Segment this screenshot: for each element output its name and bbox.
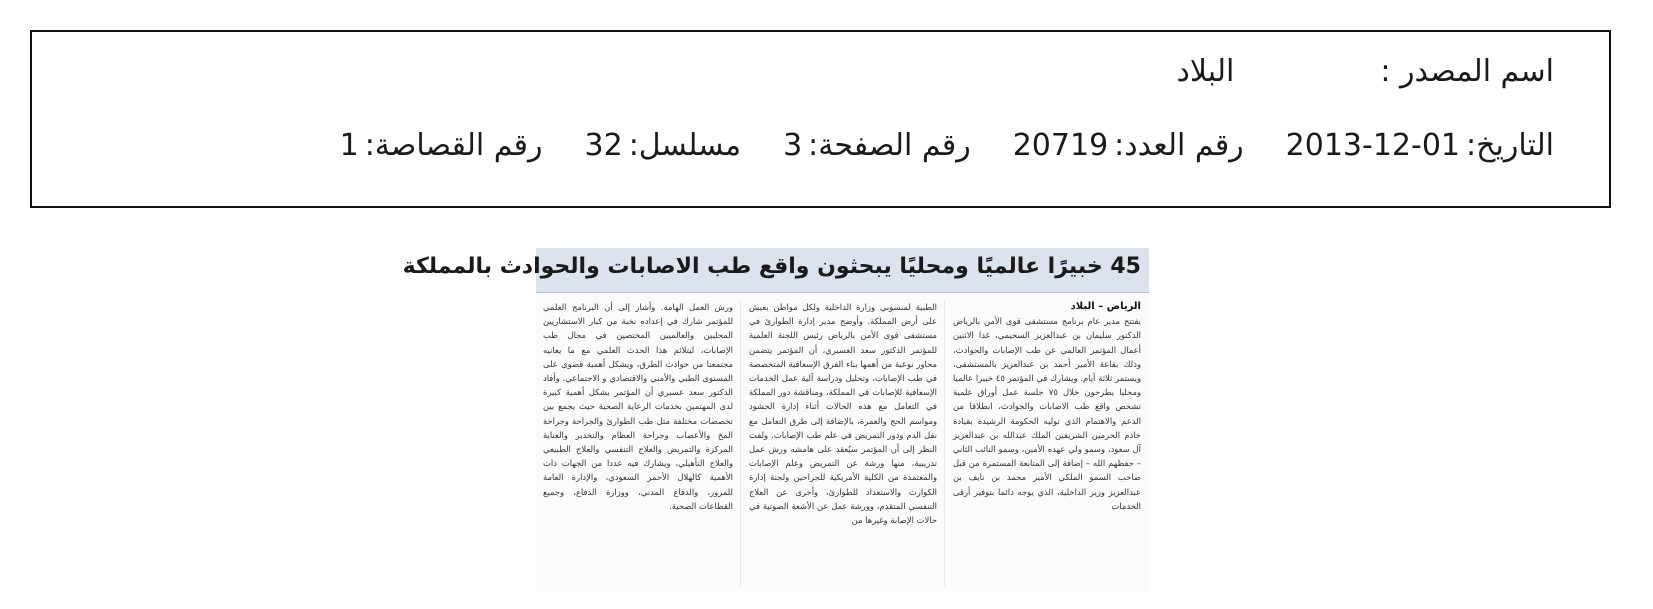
column-2-text: الطبية لمنسوبي وزارة الداخلية ولكل مواطن يعيش على أرض المملكة. وأوضح مدير إدارة الطوارئ في مستشفى قوى الأمن بالرياض رئيس اللجنة العلمية للمؤتمر الدكتور سعد العسيري، أن المؤتمر يتضمن محاور نوعية من أهمها بناء الفرق الإسعافية المتخصصة في طب الإصابات، وتحليل ودراسة آلية عمل الخدمات الإسعافية للإصابات في المملكة، ومناقشة دور المملكة في التعامل مع هذه الحالات أثناء إدارة الحشود ومواسم الحج والعمرة، بالإضافة إلى طرق التعامل مع نقل الدم ودور التمريض في علم طب الإصابات. ولفت النظر إلى أن المؤتمر سيُعقد على هامشه ورش عمل تدريبية، منها ورشة عن التمريض وعلم الإصابات والمعتمدة من الكلية الأمريكية للجراحين ولجنة إدارة الكوارث والاستعداد للطوارئ، وأخرى عن العلاج التنفسي المتقدم، وورشة عمل عن الأشعة الصوتية في حالات الإصابة وغيرها من: [749, 302, 937, 526]
column-1-text: يفتتح مدير عام برنامج مستشفى قوى الأمن بالرياض الدكتور سليمان بن عبدالعزيز السحيمي، غدا الاثنين أعمال المؤتمر العالمي عن طب الإصابات والحوادث، وذلك بقاعة الأمير أحمد بن عبدالعزيز بالمستشفى، ويستمر ثلاثة أيام. ويشارك في المؤتمر ٤٥ خبيرا عالميا ومحليا يطرحون خلال ٧٥ جلسة عمل أوراق علمية تشخص واقع طب الاصابات والحوادث، انطلاقا من الدعم والاهتمام الذي توليه الحكومة الرشيدة بقيادة خادم الحرمين الشريفين الملك عبدالله بن عبدالعزيز آل سعود، وسمو ولي عهده الأمين، وسمو النائب الثاني – حفظهم الله – إضافة إلى المتابعة المستمرة من قبل صاحب السمو الملكي الأمير محمد بن نايف بن عبدالعزيز وزير الداخلية، الذي يوجه دائما بتوفير أرقى الخدمات: [953, 316, 1142, 511]
date-value: 2013-12-01: [1285, 128, 1461, 163]
article-column-1: [953, 300, 1141, 588]
page-value: 3: [783, 128, 803, 163]
article-column-2: [749, 300, 937, 588]
source-row: [1135, 54, 1554, 89]
column-divider: [740, 300, 741, 586]
column-divider: [944, 300, 945, 586]
source-label: اسم المصدر :: [1380, 54, 1554, 89]
page-label: رقم الصفحة:: [808, 128, 971, 163]
serial-value: 32: [584, 128, 623, 163]
issue-value: 20719: [1012, 128, 1109, 163]
newspaper-clipping: [402, 248, 1149, 591]
clipping-metadata-box: [30, 30, 1611, 208]
article-column-3: [543, 300, 733, 588]
issue-label: رقم العدد:: [1114, 128, 1244, 163]
article-headline: 45 خبيرًا عالميًا ومحليًا يبحثون واقع طب الاصابات والحوادث بالمملكة: [402, 254, 1141, 279]
date-label: التاريخ:: [1466, 128, 1554, 163]
clip-number-value: 1: [339, 128, 359, 163]
column-3-text: ورش العمل الهامة. وأشار إلى أن البرنامج العلمي للمؤتمر شارك في إعداده نخبة من كبار الاستشاريين المحليين والعالميين المختصين في مجال طب الإصابات، ليتلائم هذا الحدث العلمي مع ما يعانيه مجتمعنا من حوادث الطرق، ويشكل أهمية قصوى على المستوى الطبي والأمني والاقتصادي و الاجتماعي. وأفاد الدكتور سعد عسيري أن المؤتمر يشكل أهمية كبيرة لدى المهتمين بخدمات الرعاية الصحية حيث يجمع بين تخصصات مختلفة مثل طب الطوارئ والجراحة وجراحة المخ والأعصاب وجراحة العظام والتخدير والعناية المركزة والتمريض والعلاج التنفسي والعلاج الطبيعي والعلاج التأهيلي، ويشارك فيه عددا من الجهات ذات الأهمية كالهلال الأحمر السعودي، والإدارة العامة للمرور، والدفاع المدني، ووزارة الدفاع، وجميع القطاعات الصحية.: [543, 302, 733, 511]
metadata-row: [340, 128, 1554, 163]
source-value: البلاد: [1176, 54, 1235, 89]
clip-number-label: رقم القصاصة:: [364, 128, 543, 163]
serial-label: مسلسل:: [628, 128, 742, 163]
headline-band: [402, 248, 1149, 293]
article-byline: الرياض – البلاد: [1070, 301, 1141, 312]
